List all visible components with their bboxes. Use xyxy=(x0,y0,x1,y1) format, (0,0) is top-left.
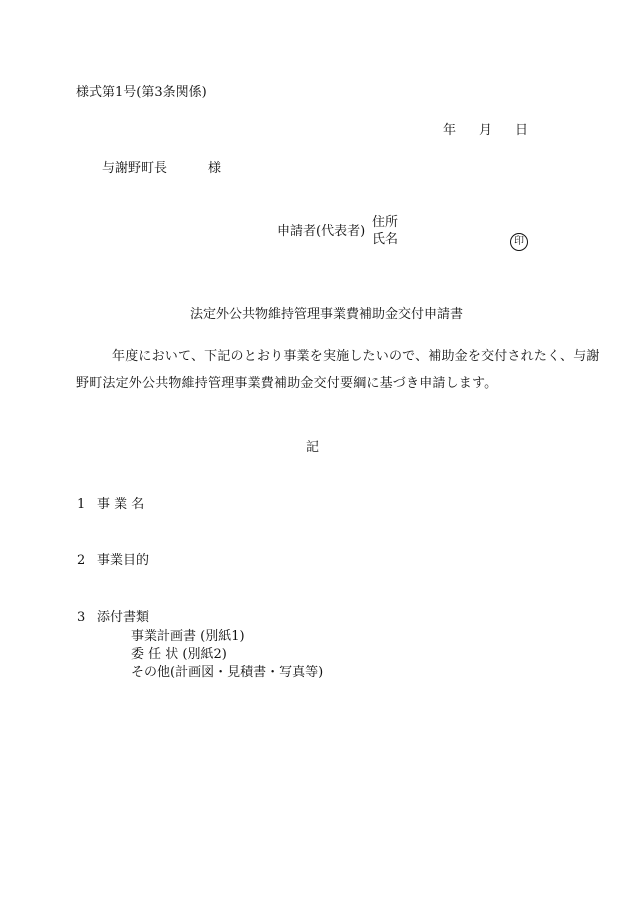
body-line-1: 年度において、下記のとおり事業を実施したいので、補助金を交付されたく、与謝 xyxy=(112,349,600,364)
seal-mark: 印 xyxy=(510,233,528,251)
item-1-number: 1 xyxy=(77,497,86,512)
recipient-name: 与謝野町長 xyxy=(102,161,168,176)
item-2-number: 2 xyxy=(77,553,86,568)
item-2-label: 事業目的 xyxy=(97,553,150,568)
date-month-label: 月 xyxy=(479,123,493,138)
name-label: 氏名 xyxy=(372,232,399,247)
date-year-label: 年 xyxy=(443,123,457,138)
form-number: 様式第1号(第3条関係) xyxy=(76,85,207,100)
applicant-label: 申請者(代表者) xyxy=(277,224,366,239)
item-3-number: 3 xyxy=(77,610,86,625)
ki-heading: 記 xyxy=(306,440,320,455)
document-title: 法定外公共物維持管理事業費補助金交付申請書 xyxy=(190,307,464,322)
date-day-label: 日 xyxy=(515,123,529,138)
item-1-label: 事 業 名 xyxy=(97,497,145,512)
body-line-2: 野町法定外公共物維持管理事業費補助金交付要綱に基づき申請します。 xyxy=(76,376,498,391)
recipient-honorific: 様 xyxy=(208,161,222,176)
attachment-item: その他(計画図・見積書・写真等) xyxy=(131,665,324,680)
address-label: 住所 xyxy=(372,215,399,230)
attachment-item: 委 任 状 (別紙2) xyxy=(131,647,227,662)
item-3-label: 添付書類 xyxy=(97,610,150,625)
attachment-item: 事業計画書 (別紙1) xyxy=(131,629,245,644)
